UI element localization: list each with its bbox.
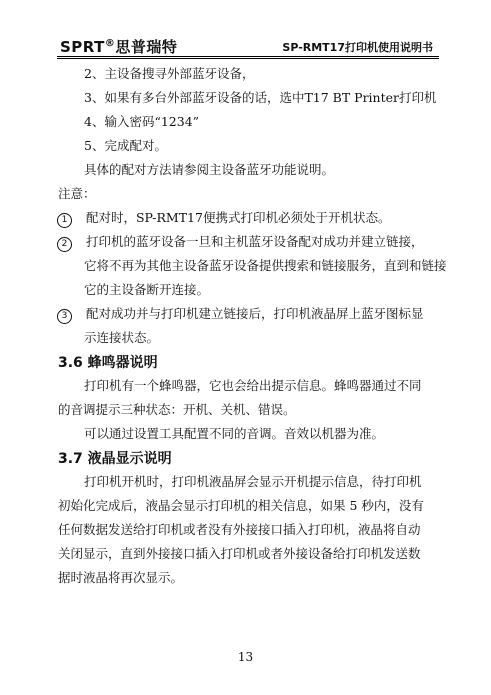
note-text: 打印机的蓝牙设备一旦和主机蓝牙设备配对成功并建立链接， xyxy=(85,234,424,249)
paragraph-line: 的音调提示三种状态：开机、关机、错误。 xyxy=(58,402,296,417)
header-rule-thin xyxy=(57,58,439,59)
note-text: 配对成功并与打印机建立链接后，打印机液晶屏上蓝牙图标显 xyxy=(85,306,424,321)
note-item xyxy=(57,234,424,252)
note-text-continued: 它将不再为其他主设备蓝牙设备提供搜索和链接服务，直到和链接 xyxy=(84,258,447,273)
section-heading-buzzer: 3.6 蜂鸣器说明 xyxy=(58,355,158,371)
note-item xyxy=(57,210,390,228)
circled-number: 2 xyxy=(57,237,72,252)
document-title: SP-RMT17打印机使用说明书 xyxy=(282,41,433,54)
paragraph-line: 可以通过设置工具配置不同的音调。音效以机器为准。 xyxy=(84,426,385,441)
note-label: 注意： xyxy=(58,186,96,201)
brand-name: SPRT xyxy=(60,38,105,56)
note-text: 配对时，SP-RMT17便携式打印机必须处于开机状态。 xyxy=(85,210,391,225)
brand-name-cn: 思普瑞特 xyxy=(115,38,178,56)
header-rule-thick xyxy=(57,56,439,57)
note-item xyxy=(57,306,424,324)
step-5: 5、完成配对。 xyxy=(84,138,167,153)
circled-number: 3 xyxy=(57,309,72,324)
page-number: 13 xyxy=(237,650,254,664)
paragraph-line: 初始化完成后，液晶会显示打印机的相关信息，如果 5 秒内，没有 xyxy=(58,498,424,513)
paragraph-line: 打印机开机时，打印机液晶屏会显示开机提示信息，待打印机 xyxy=(84,474,422,489)
step-3: 3、如果有多台外部蓝牙设备的话，选中T17 BT Printer打印机 xyxy=(84,90,437,105)
brand-logo xyxy=(60,36,177,57)
step-4: 4、输入密码“1234” xyxy=(84,114,200,129)
pairing-reference: 具体的配对方法请参阅主设备蓝牙功能说明。 xyxy=(84,162,335,177)
section-heading-lcd: 3.7 液晶显示说明 xyxy=(58,451,172,467)
paragraph-line: 打印机有一个蜂鸣器，它也会给出提示信息。蜂鸣器通过不同 xyxy=(84,378,422,393)
paragraph-line: 任何数据发送给打印机或者没有外接接口插入打印机，液晶将自动 xyxy=(58,522,421,537)
registered-mark: ® xyxy=(104,38,116,49)
paragraph-line: 关闭显示，直到外接接口插入打印机或者外接设备给打印机发送数 xyxy=(58,546,421,561)
paragraph-line: 据时液晶将再次显示。 xyxy=(58,570,184,585)
note-text-continued: 它的主设备断开连接。 xyxy=(84,282,210,297)
step-2: 2、主设备搜寻外部蓝牙设备， xyxy=(84,66,255,81)
circled-number: 1 xyxy=(57,213,72,228)
note-text-continued: 示连接状态。 xyxy=(84,330,160,345)
